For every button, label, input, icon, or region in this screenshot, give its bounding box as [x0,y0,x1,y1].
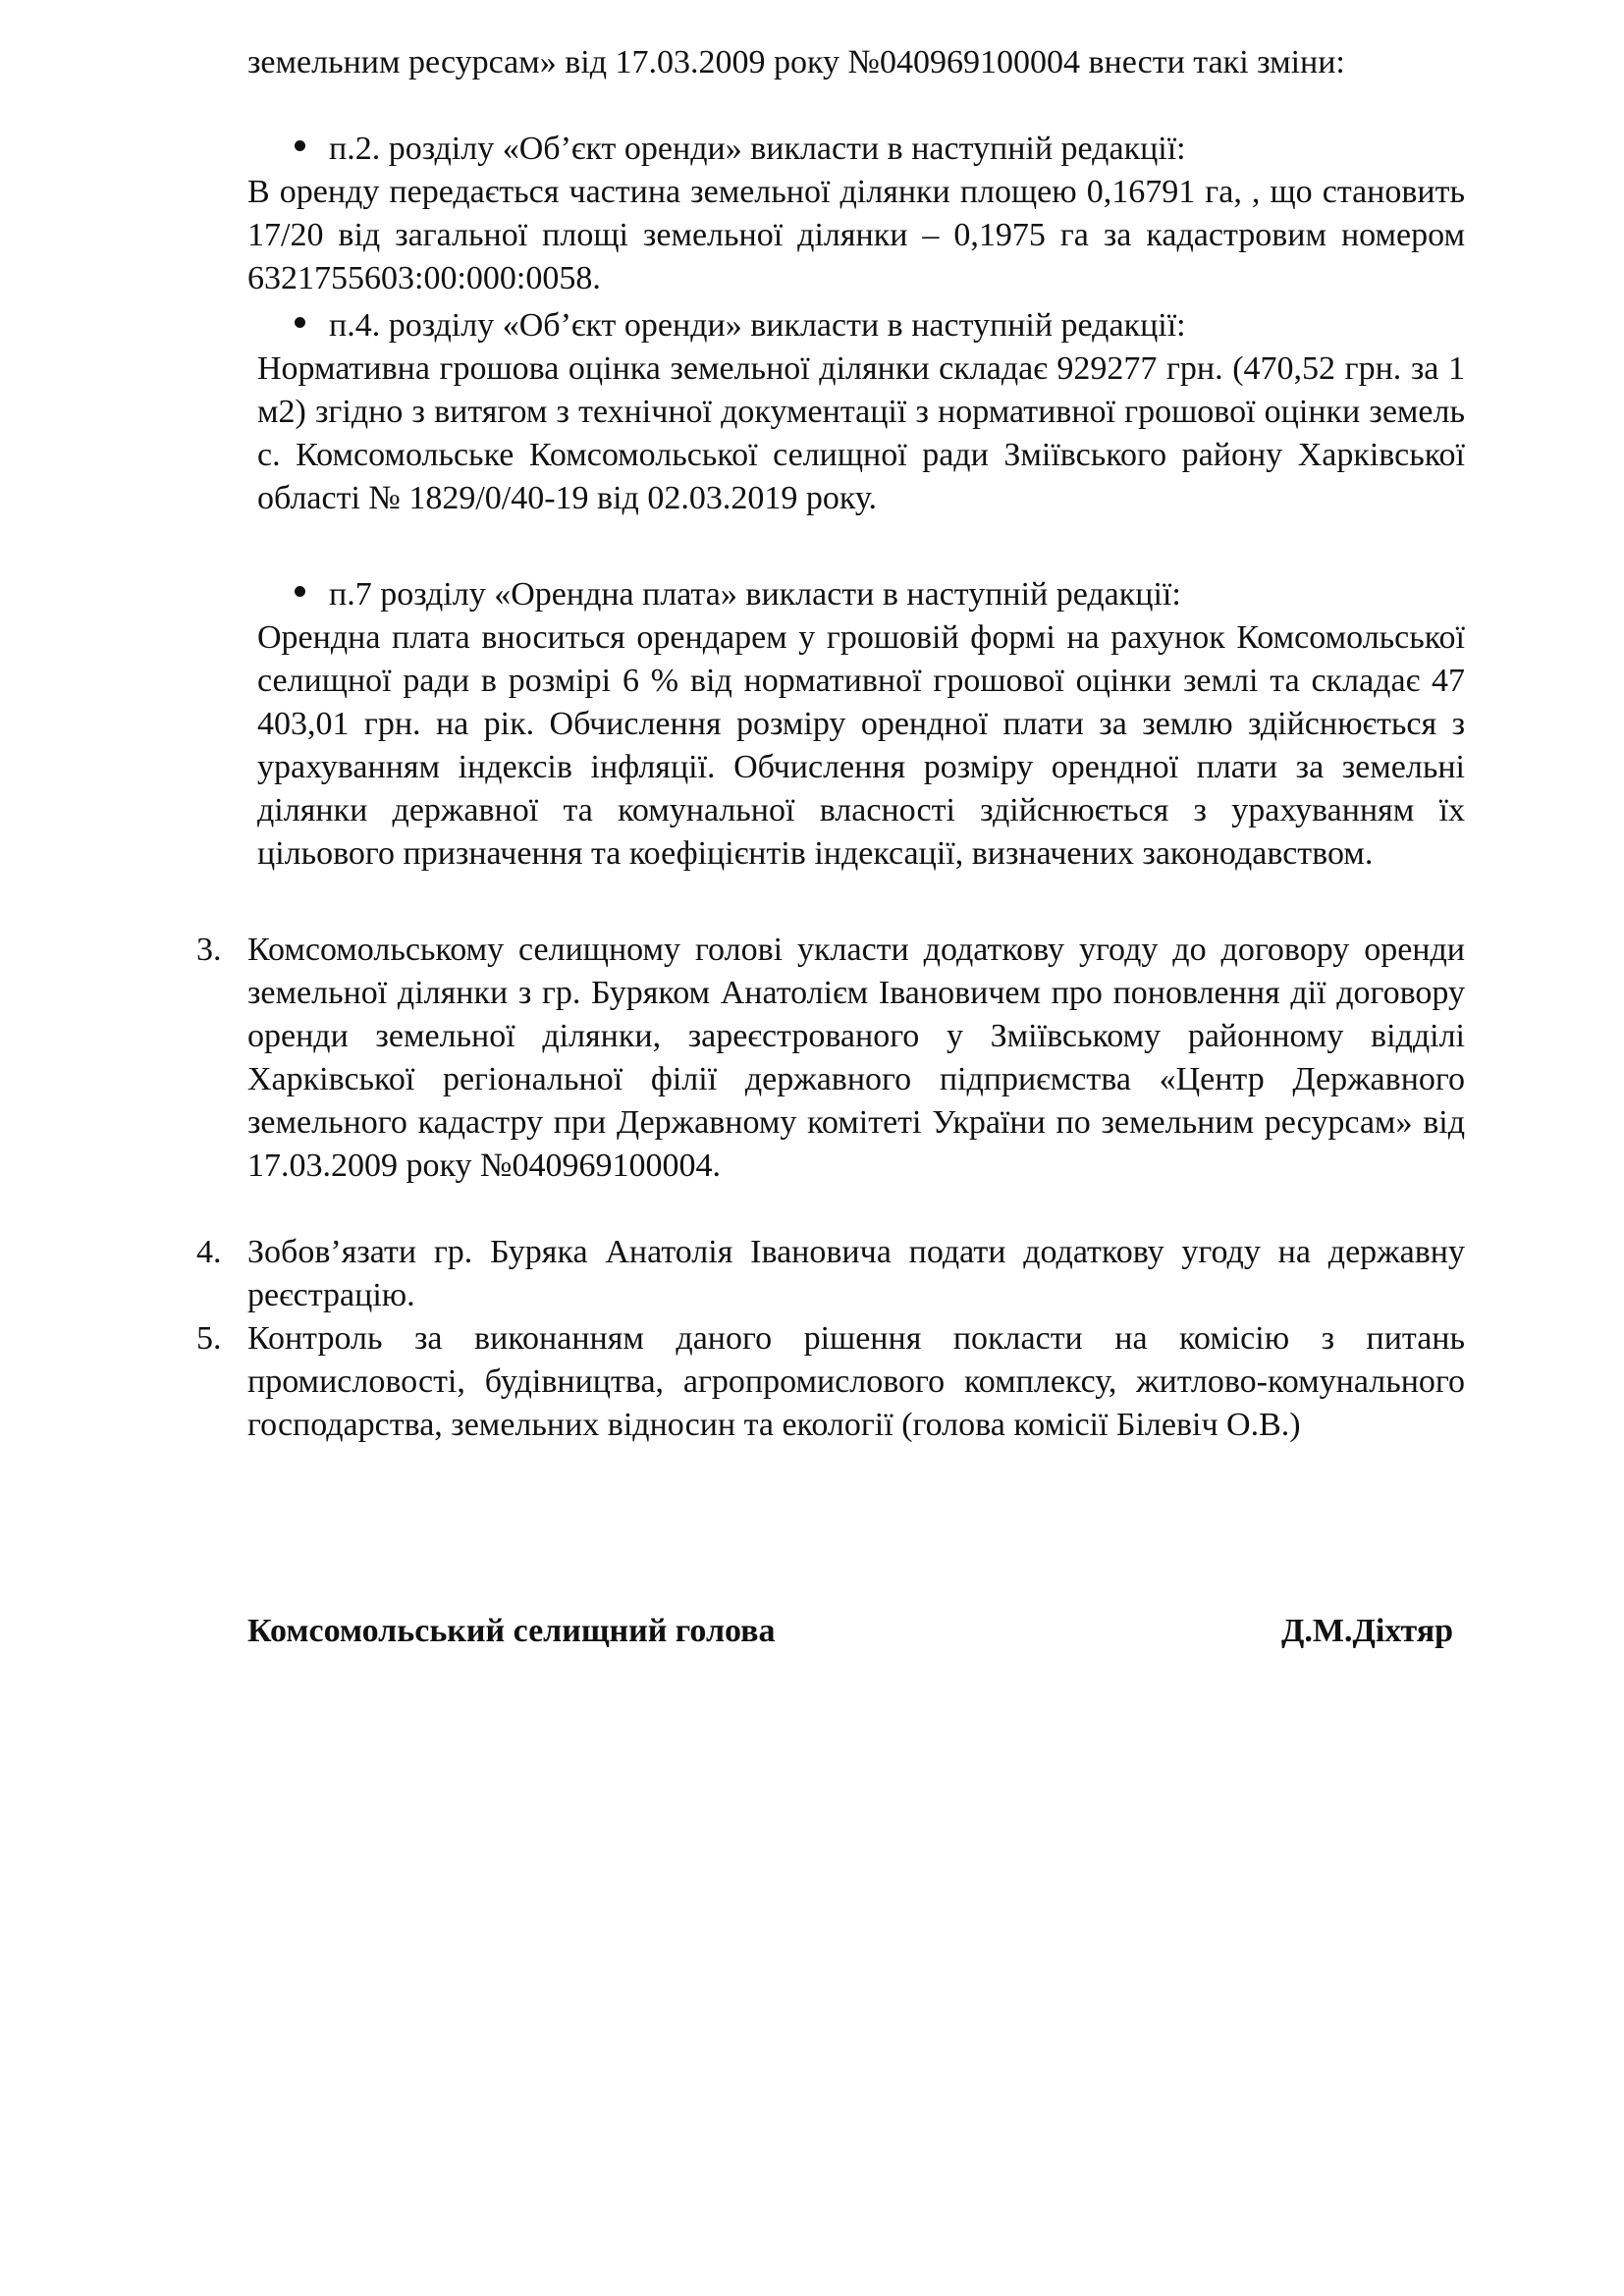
bullet-item-2 [257,304,1465,520]
item-text: Комсомольському селищному голові укласти додаткову угоду до договору оренди земельної ділянки з гр. Буряком Анатолієм Івановичем про поновлення дії договору оренди земельної ділянки, зареєстрованого у Зміївському районному відділі Харківської регіональної філії державного підприємства «Центр Державного земельного кадастру при Державному комітеті України по земельним ресурсам» від 17.03.2009 року №040969100004. [247,932,1465,1184]
bullet-item-3 [257,573,1465,876]
item-text: Зобов’язати гр. Буряка Анатолія Івановича подати додаткову угоду на державну реєстрацію. [247,1234,1465,1313]
intro-paragraph [247,41,1465,84]
item-number: 5. [196,1320,222,1357]
numbered-item-3 [196,929,1465,1188]
numbered-item-4 [196,1231,1465,1317]
bullet-heading: п.2. розділу «Об’єкт оренди» викласти в наступній редакції: [329,131,1186,167]
bullet-body: Орендна плата вноситься орендарем у грошовій формі на рахунок Комсомольської селищної ради в розмірі 6 % від нормативної грошової оцінки землі та складає 47 403,01 грн. на рік. Обчислення розміру орендної плати за землю здійснюється з урахуванням індексів інфляції. Обчислення розміру орендної плати за земельні ділянки державної та комунальної власності здійснюється з урахуванням їх цільового призначення та коефіцієнтів індексації, визначених законодавством. [257,619,1465,872]
signature-title: Комсомольський селищний голова [247,1613,776,1649]
bullet-icon [295,586,305,597]
bullet-icon [295,140,305,151]
bullet-heading: п.4. розділу «Об’єкт оренди» викласти в наступній редакції: [329,307,1186,344]
item-text: Контроль за виконанням даного рішення покласти на комісію з питань промисловості, будівництва, агропромислового комплексу, житлово-комунального господарства, земельних відносин та екології (голова комісії Білевіч О.В.) [247,1320,1465,1443]
bullet-item-1 [247,128,1465,300]
item-number: 4. [196,1234,222,1270]
bullet-icon [295,317,305,328]
item-number: 3. [196,932,222,968]
numbered-item-5 [196,1317,1465,1447]
signature-name: Д.М.Діхтяр [1280,1613,1453,1649]
bullet-heading: п.7 розділу «Орендна плата» викласти в наступній редакції: [329,576,1181,613]
bullet-body: В оренду передається частина земельної ділянки площею 0,16791 га, , що становить 17/20 від загальної площі земельної ділянки – 0,1975 га за кадастровим номером 6321755603:00:000:0058. [247,174,1465,296]
signature-block [247,1610,1453,1653]
intro-text: земельним ресурсам» від 17.03.2009 року №040969100004 внести такі зміни: [247,44,1345,80]
bullet-body: Нормативна грошова оцінка земельної ділянки складає 929277 грн. (470,52 грн. за 1 м2) згідно з витягом з технічної документації з нормативної грошової оцінки земель с. Комсомольське Комсомольської селищної ради Зміївського району Харківської області № 1829/0/40-19 від 02.03.2019 року. [257,350,1465,516]
